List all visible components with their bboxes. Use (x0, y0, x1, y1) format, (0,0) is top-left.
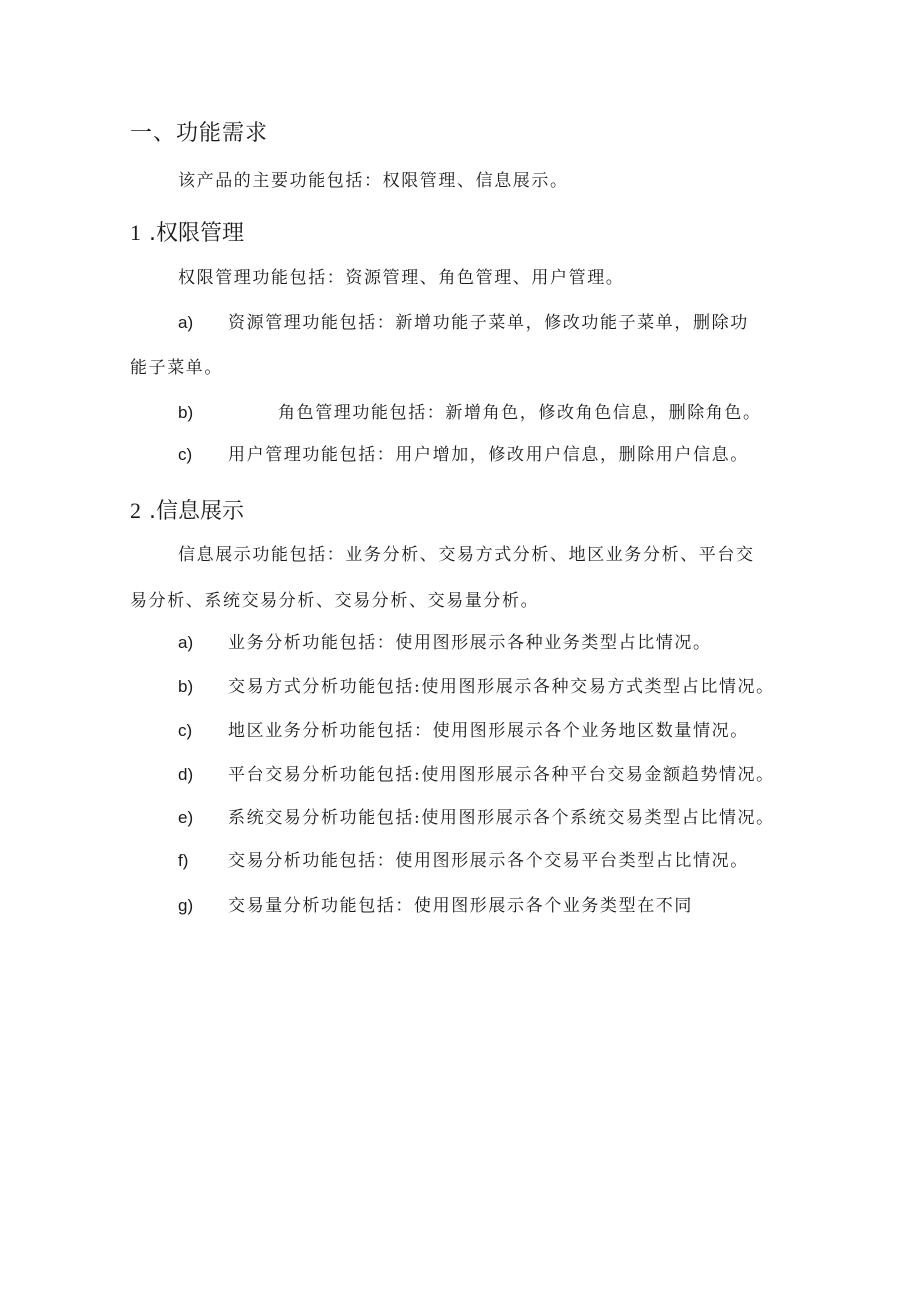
list-text: 地区业务分析功能包括：使用图形展示各个业务地区数量情况。 (228, 721, 749, 741)
list-text: 用户管理功能包括：用户增加，修改用户信息，删除用户信息。 (228, 445, 749, 465)
subheading-title: .权限管理 (149, 221, 244, 246)
list-marker: a) (178, 313, 194, 332)
list-text: 交易方式分析功能包括:使用图形展示各种交易方式类型占比情况。 (228, 677, 775, 697)
list-marker: d) (178, 765, 194, 784)
list-item (178, 434, 749, 476)
section-heading: 一、功能需求 (130, 121, 269, 146)
list-marker: f) (178, 851, 189, 870)
permission-intro: 权限管理功能包括：资源管理、角色管理、用户管理。 (178, 268, 625, 288)
list-item (178, 392, 762, 434)
list-marker: e) (178, 808, 194, 827)
list-text: 系统交易分析功能包括:使用图形展示各个系统交易类型占比情况。 (228, 808, 775, 828)
info-intro-line1: 信息展示功能包括：业务分析、交易方式分析、地区业务分析、平台交 (178, 545, 755, 565)
list-item (178, 885, 693, 927)
list-item (178, 754, 775, 796)
intro-paragraph: 该产品的主要功能包括：权限管理、信息展示。 (178, 171, 569, 191)
subheading-number: 2 (130, 498, 141, 523)
list-text: 业务分析功能包括：使用图形展示各种业务类型占比情况。 (228, 633, 712, 653)
list-text: 平台交易分析功能包括:使用图形展示各种平台交易金额趋势情况。 (228, 765, 775, 785)
list-item (178, 302, 749, 344)
list-marker: b) (178, 403, 194, 422)
list-item-continuation: 能子菜单。 (130, 358, 223, 378)
list-item (178, 710, 749, 752)
info-intro-line2: 易分析、系统交易分析、交易分析、交易量分析。 (130, 591, 540, 611)
list-marker: c) (178, 445, 193, 464)
subheading-info (130, 494, 244, 525)
list-item (178, 840, 749, 882)
subheading-title: .信息展示 (149, 499, 244, 524)
list-item (178, 622, 712, 664)
subheading-number: 1 (130, 220, 141, 245)
list-marker: b) (178, 677, 194, 696)
list-text: 交易分析功能包括：使用图形展示各个交易平台类型占比情况。 (228, 851, 749, 871)
list-marker: c) (178, 721, 193, 740)
list-text: 角色管理功能包括：新增角色，修改角色信息，删除角色。 (278, 403, 762, 423)
list-marker: a) (178, 633, 194, 652)
list-item (178, 666, 775, 708)
list-text: 交易量分析功能包括：使用图形展示各个业务类型在不同 (228, 896, 693, 916)
subheading-permission (130, 216, 244, 247)
list-marker: g) (178, 896, 194, 915)
list-item (178, 797, 775, 839)
list-text: 资源管理功能包括：新增功能子菜单，修改功能子菜单，删除功 (228, 313, 749, 333)
